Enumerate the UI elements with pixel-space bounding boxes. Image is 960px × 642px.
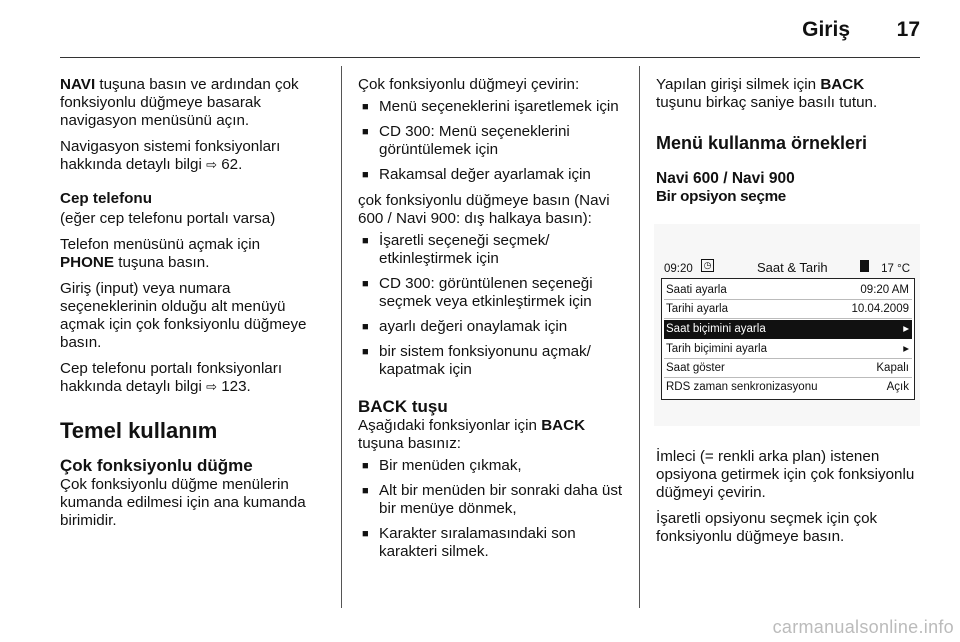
list-item: ■ İşaretli seçeneği seçmek/ etkinleştirmek için	[358, 232, 628, 268]
display-menu	[661, 278, 915, 400]
paragraph-phone: Telefon menüsünü açmak için PHONE tuşuna basın.	[60, 236, 261, 271]
header-title: Giriş	[802, 18, 850, 41]
page-ref-icon: ⇨	[206, 379, 217, 394]
column-divider-2	[639, 66, 640, 608]
paragraph-navi: NAVI tuşuna basın ve ardından çok fonksiyonlu düğmeye basarak navigasyon menüsünü açın.	[60, 76, 299, 129]
column-1	[60, 76, 330, 538]
display-title: Saat & Tarih	[757, 260, 828, 275]
phone-subtitle: (eğer cep telefonu portalı varsa)	[60, 210, 276, 227]
subheading-select-option: Bir opsiyon seçme	[656, 188, 786, 205]
list-turn	[358, 98, 628, 184]
list-press	[358, 232, 628, 379]
phone-heading: Cep telefonu	[60, 190, 152, 207]
menu-row[interactable]: RDS zaman senkronizasyonu Açık	[666, 381, 909, 393]
paragraph-cursor: İmleci (= renkli arka plan) istenen opsiyona getirmek için çok fonksiyonlu düğmeyi çevirin.	[656, 448, 915, 501]
paragraph-input: Giriş (input) veya numara seçeneklerinin olduğu alt menüyü açmak için çok fonksiyonlu düğmeye basın.	[60, 280, 307, 351]
display-time: 09:20	[664, 263, 693, 275]
list-item: ■ bir sistem fonksiyonunu açmak/ kapatmak için	[358, 343, 628, 379]
phone-key: PHONE	[60, 254, 115, 271]
paragraph-back: Aşağıdaki fonksiyonlar için BACK tuşuna basınız:	[358, 417, 586, 452]
column-divider-1	[341, 66, 342, 608]
back-key: BACK	[820, 76, 865, 93]
list-item: ■ CD 300: görüntülenen seçeneği seçmek veya etkinleştirmek için	[358, 275, 628, 311]
intro-press: çok fonksiyonlu düğmeye basın (Navi 600 / Navi 900: dış halkaya basın):	[358, 192, 610, 227]
column-2	[358, 76, 628, 569]
list-back	[358, 457, 628, 561]
chevron-right-icon: ▸	[903, 323, 909, 335]
menu-row[interactable]: Saati ayarla 09:20 AM	[664, 281, 912, 300]
section-title-basic-use: Temel kullanım	[60, 418, 218, 443]
subsection-title-knob: Çok fonksiyonlu düğme	[60, 456, 253, 475]
paragraph-knob: Çok fonksiyonlu düğme menülerin kumanda edilmesi için ana kumanda birimidir.	[60, 476, 306, 529]
menu-row[interactable]: Tarihi ayarla 10.04.2009	[664, 300, 912, 319]
display-screenshot	[654, 224, 920, 426]
page-ref-icon: ⇨	[206, 157, 217, 172]
paragraph-phone-ref: Cep telefonu portalı fonksiyonları hakkında detaylı bilgi ⇨ 123.	[60, 360, 283, 395]
display-temperature: 17 °C	[881, 263, 910, 275]
paragraph-select: İşaretli opsiyonu seçmek için çok fonksiyonlu düğmeye basın.	[656, 510, 878, 545]
model-heading: Navi 600 / Navi 900	[656, 170, 795, 187]
menu-row[interactable]: Saat göster Kapalı	[664, 359, 912, 378]
watermark: carmanualsonline.info	[772, 617, 954, 637]
page-header	[60, 0, 920, 58]
back-key: BACK	[541, 417, 586, 434]
menu-row-selected[interactable]: Saat biçimini ayarla ▸	[664, 320, 912, 339]
clock-icon: ◷	[701, 259, 714, 272]
page-number: 17	[896, 18, 920, 41]
paragraph-navi-ref: Navigasyon sistemi fonksiyonları hakkında detaylı bilgi ⇨ 62.	[60, 138, 281, 173]
list-item: ■ Bir menüden çıkmak,	[358, 457, 628, 475]
menu-row[interactable]: Tarih biçimini ayarla ▸	[664, 340, 912, 359]
list-item: ■ Menü seçeneklerini işaretlemek için	[358, 98, 628, 116]
intro-turn: Çok fonksiyonlu düğmeyi çevirin:	[358, 76, 580, 93]
list-item: ■ CD 300: Menü seçeneklerini görüntülemek için	[358, 123, 628, 159]
phone-icon	[860, 260, 869, 272]
display-status-bar	[661, 257, 913, 277]
list-item: ■ Karakter sıralamasındaki son karakteri silmek.	[358, 525, 628, 561]
back-title: BACK tuşu	[358, 397, 448, 416]
column-3	[656, 76, 920, 554]
list-item: ■ ayarlı değeri onaylamak için	[358, 318, 628, 336]
list-item: ■ Rakamsal değer ayarlamak için	[358, 166, 628, 184]
navi-key: NAVI	[60, 76, 96, 93]
chevron-right-icon: ▸	[903, 343, 909, 355]
list-item: ■ Alt bir menüden bir sonraki daha üst bir menüye dönmek,	[358, 482, 628, 518]
section-title-menu-examples: Menü kullanma örnekleri	[656, 133, 868, 153]
paragraph-back-hold: Yapılan girişi silmek için BACK tuşunu birkaç saniye basılı tutun.	[656, 76, 878, 111]
header-rule	[60, 57, 920, 58]
